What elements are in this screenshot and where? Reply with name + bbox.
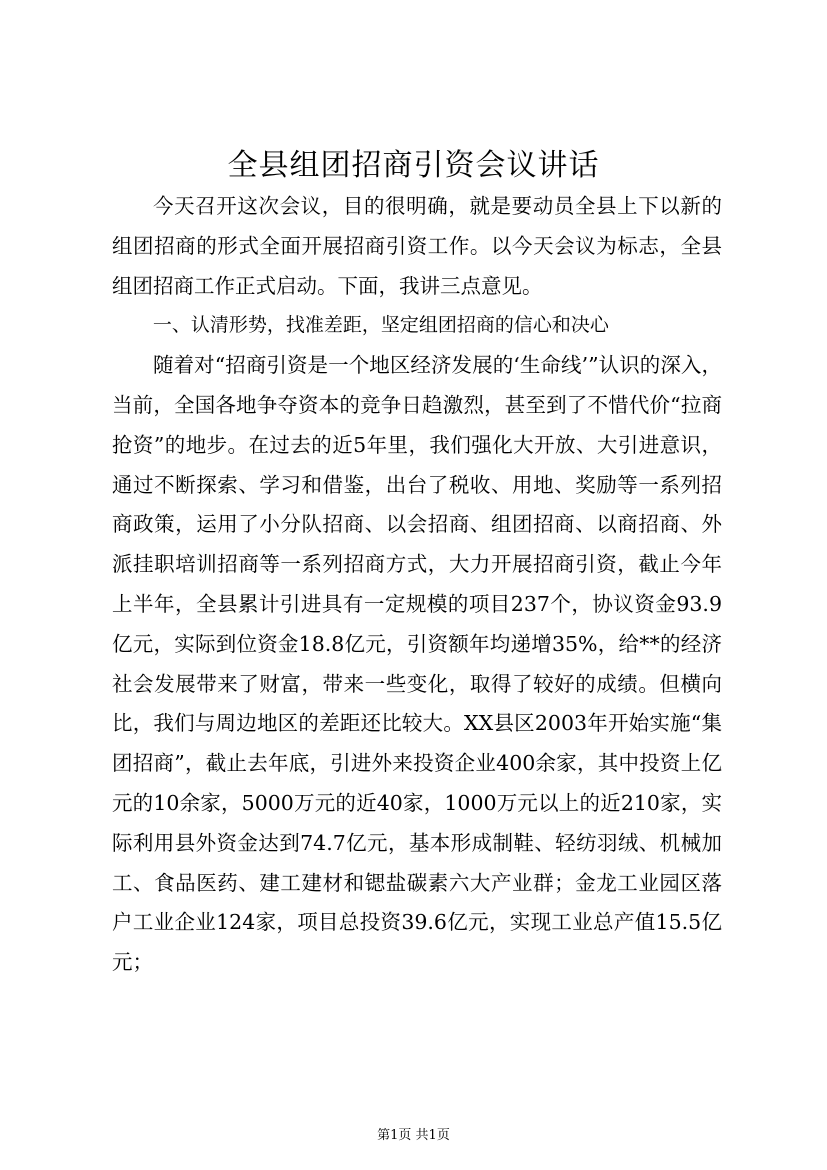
paragraph-intro: 今天召开这次会议，目的很明确，就是要动员全县上下以新的组团招商的形式全面开展招商引资工作。以今天会议为标志，全县组团招商工作正式启动。下面，我讲三点意见。 <box>112 194 722 298</box>
document-body <box>112 187 722 983</box>
document-title: 全县组团招商引资会议讲话 <box>227 148 600 183</box>
section-heading-1: 一、认清形势，找准差距，坚定组团招商的信心和决心 <box>152 314 609 337</box>
paragraph-investment-review: 随着对“招商引资是一个地区经济发展的‘生命线’”认识的深入，当前，全国各地争夺资本的竞争日趋激烈，甚至到了不惜代价“拉商抢资”的地步。在过去的近5年里，我们强化大开放、大引进意识，通过不断探索、学习和借鉴，出台了税收、用地、奖励等一系列招商政策，运用了小分队招商、以会招商、组团招商、以商招商、外派挂职培训招商等一系列招商方式，大力开展招商引资，截止今年上半年，全县累计引进具有一定规模的项目237个，协议资金93.9亿元，实际到位资金18.8亿元，引资额年均递增35%，给**的经济社会发展带来了财富，带来一些变化，取得了较好的成绩。但横向比，我们与周边地区的差距还比较大。XX县区2003年开始实施“集团招商”，截止去年底，引进外来投资企业400余家，其中投资上亿元的10余家，5000万元的近40家，1000万元以上的近210家，实际利用县外资金达到74.7亿元，基本形成制鞋、轻纺羽绒、机械加工、食品医药、建工建材和锶盐碳素六大产业群；金龙工业园区落户工业企业124家，项目总投资39.6亿元，实现工业总产值15.5亿元； <box>112 353 722 975</box>
page-footer: 第1页 共1页 <box>377 1128 450 1143</box>
